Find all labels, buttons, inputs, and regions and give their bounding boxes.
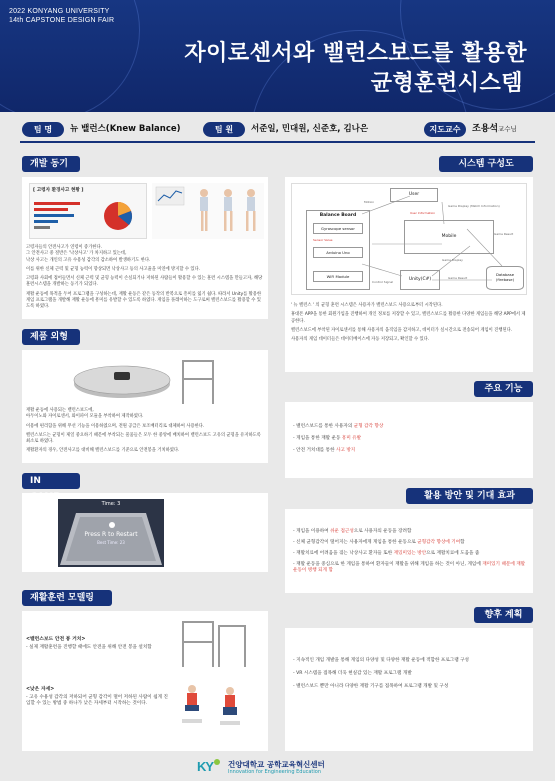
ky-logo [197, 759, 220, 774]
poster-title-line2: 균형훈련시스템 [370, 71, 523, 96]
application-text: 신체 균형감각이 떨어지는 사용자에게 게임을 통한 운동으로 [296, 540, 418, 545]
game-timer: Time: 3 [101, 501, 121, 507]
stats-charts [30, 194, 148, 240]
logo-letters: KY [197, 759, 214, 774]
member-label: 팀 원 [203, 122, 245, 137]
system-paragraph: 휴대폰 APP을 통한 회원가입을 진행하여 개인 정보를 저장할 수 있고, 밸런스보드를 활용한 다양한 게임들을 해당 APP에서 제공한다. [291, 312, 526, 324]
org-name-kr: 건양대학교 공학교육혁신센터 [228, 760, 325, 769]
professor-name: 조용석 [472, 124, 499, 134]
section-motivation: 개발 동기 [22, 156, 80, 172]
board-title: Balance Board [319, 213, 357, 218]
appearance-paragraph: 재활환자의 경우, 안전사고를 대비해 밸런스보드를 기준으로 안전봉을 거치하였다. [26, 448, 180, 454]
fair-year: 2022 KONYANG UNIVERSITY [9, 8, 110, 15]
edge-board-unity: Control Signal [372, 280, 394, 284]
motivation-paragraph: 그 안전사고 중 절반은 '낙상사고' 가 차지하고 있는데, [26, 251, 127, 257]
application-text: 함 [460, 540, 465, 545]
feature-item: - 밸런스보드를 통한 사용자의 균형 감각 향상 [293, 424, 384, 429]
edge-user-board: Motion [364, 200, 375, 204]
member-names: 서준일, 민대원, 신준호, 김나은 [251, 124, 369, 134]
application-text: 으로 재활치료에 도움을 줌 [426, 551, 480, 556]
section-applications: 활용 방안 및 기대 효과 [406, 488, 533, 504]
feature-item: - 게임을 통한 재활 운동 흥미 유발 [293, 436, 362, 441]
future-text: VR 시스템을 접목해 더욱 현실감 있는 재활 프로그램 개발 [296, 671, 412, 676]
application-item: - 신체 균형감각이 떨어지는 사용자에게 게임을 통한 운동으로 균형감각 향상에 기여함 [293, 540, 465, 545]
modeling-item1-title: <밸런스보드 안전 봉 거치> [26, 637, 86, 642]
architecture-diagram [291, 183, 527, 295]
edge-sensor-value: Sensor Value [313, 238, 333, 242]
modeling-panel [22, 611, 268, 751]
poster-header [0, 0, 555, 112]
application-highlight: 재밌미있는 방안 [393, 551, 427, 556]
motivation-paragraph: 고령화 사회에 접어들면서 신체 근력 및 균형 능력이 손실되거나 저하된 사람들이 활용할 수 있는 훈련 시스템을 만들고자, 해당 훈련시스템을 개발하는 동기가 되었다. [26, 276, 263, 288]
motivation-text [26, 245, 264, 314]
section-appearance: 제품 외형 [22, 329, 80, 345]
posture-illustration [152, 183, 264, 239]
application-item: - 게임을 이용하여 쉬운 접근성으로 사용자의 운동을 장려함 [293, 529, 412, 534]
feature-text: 밸런스보드를 통한 사용자의 [296, 424, 354, 429]
feature-item: - 안전 거치대를 통한 사고 방지 [293, 448, 356, 453]
application-text: 재활치료에 어려움을 겪는 낙상사고 환자들 또한 [296, 551, 394, 556]
walking-figures-image [152, 183, 264, 239]
node-database: Database (firebase) [486, 266, 524, 290]
section-future: 향후 계획 [474, 607, 533, 623]
future-panel [285, 628, 533, 751]
future-item: - 지속적인 개임 개발을 통해 게임의 다양성 및 다양한 재활 운동에 적합한 프로그램 구성 [293, 658, 469, 663]
ingame-panel [22, 493, 268, 572]
appearance-paragraph: 이용에 편리함을 위해 무선 기능을 이용하였으며, 전원 공급은 보조배터리로 대체하여 사용한다. [26, 423, 205, 429]
applications-list [293, 529, 529, 574]
appearance-paragraph: 재활 운동에 사용되는 밸런스보드에, [26, 408, 94, 413]
motivation-paragraph: 낙상 사고는 개인의 고유 수용성 감각의 감소하여 발생하기도 한다. [26, 257, 151, 263]
appearance-paragraph: 밸런스보드는 균형이 제일 중요하기 때문에 부착되는 물품들은 모두 한 중앙에 배치하여 밸런스보드 고유의 균형을 유지하도록 최소로 하였다. [26, 432, 261, 445]
professor-label: 지도교수 [424, 122, 466, 137]
team-info-bar [0, 118, 555, 140]
future-text: 지속적인 개임 개발을 통해 게임의 다양성 및 다양한 재활 운동에 적합한 프로그램 구성 [296, 658, 469, 663]
application-highlight: 쉬운 접근성 [330, 529, 354, 534]
node-user: User [390, 188, 438, 202]
system-text [291, 303, 527, 346]
modeling-item2-body: 고유 수용성 감각의 저하되어 균형 감각이 떨어 저하된 사람이 쉽게 진입할 수 있는 방법 중 하나가 낮은 자세부터 시작하는 것이다. [26, 695, 168, 706]
application-item: - 재활 운동을 중심으로 한 게임을 통하여 환자들이 재활을 위해 게임을 하는 것이 아닌, 게임에 재미있기 때문에 재활 운동이 병행 되게 함 [293, 562, 526, 573]
section-system: 시스템 구성도 [439, 156, 533, 172]
feature-highlight: 사고 방지 [336, 448, 356, 453]
motivation-paragraph: 재활 운동에 목적을 두어 프로그램을 구성하는데, 재활 운동은 같은 동작의 반복으로 흥미를 잃기 쉽다. 따라서 Unity를 활용한 게임 프로그램을 개발해 재활 운동에 흥미를 유발할 수 있도록 하였다. 게임을 플레이하는 도구로써 밸런스보드를 활용할 수 있도록 하였다. [26, 291, 262, 310]
system-paragraph: 사용자의 게임 데이터들은 데이터베이스에 자동 저장되고, 확인할 수 있다. [291, 337, 430, 343]
system-panel [285, 177, 533, 372]
modeling-item2-text: - 고유 수용성 감각의 저하되어 균형 감각이 떨어 저하된 사람이 쉽게 진입할 수 있는 방법 중 하나가 낮은 자세부터 시작하는 것이다. [26, 695, 168, 706]
appearance-paragraph: 아두이노와 자이로센서, 와이파이 모듈을 부착하여 제작하였다. [26, 414, 144, 420]
motivation-paragraph: 이를 위한 신체 근력 및 균형 능력이 향상되면 낙상사고 등의 사고율을 미연에 방지할 수 있다. [26, 266, 201, 272]
edge-user-info: User Information [410, 211, 436, 215]
modeling-item1-body: 실제 재활훈련을 진행할 때에도 안전을 위해 안전 봉을 설치함 [29, 645, 152, 650]
system-paragraph: 밸런스보드에 부착된 자이로센서를 통해 사용자의 움직임을 감지하고, 데이터가 실시간으로 전송되어 게임이 진행된다. [291, 327, 513, 333]
appearance-text [26, 408, 264, 458]
poster-title-line1: 자이로센서와 밸런스보드를 활용한 [184, 41, 527, 66]
application-text: 재활 운동을 중심으로 한 게임을 통하여 환자들이 재활을 위해 게임을 하는 것이 아닌, 게임에 [296, 562, 483, 567]
divider [20, 141, 535, 143]
team-label: 팀 명 [22, 122, 64, 137]
edge-mobile-db: Game Result [494, 232, 514, 236]
professor-suffix: 교수님 [498, 125, 517, 133]
accident-stats-figure [29, 183, 147, 239]
application-text: 게임을 이용하여 [296, 529, 331, 534]
application-highlight: 재미있기 때문에 재활 운동이 병행 되게 함 [293, 562, 526, 573]
application-text: 으로 사용자의 운동을 장려함 [353, 529, 412, 534]
walker-photo [172, 617, 252, 669]
feature-text: 게임을 통한 재활 운동 [296, 436, 342, 441]
applications-panel [285, 509, 533, 593]
future-list [293, 658, 529, 690]
fair-name: 14th CAPSTONE DESIGN FAIR [9, 17, 115, 24]
motivation-panel [22, 177, 268, 319]
feature-text: 안전 거치대를 통한 [296, 448, 337, 453]
edge-unity-mobile: Game Display [442, 258, 463, 262]
modeling-item1-text: - 실제 재활훈련을 진행할 때에도 안전을 위해 안전 봉을 설치함 [26, 645, 152, 650]
node-mobile: Mobile [404, 220, 494, 254]
features-list [293, 424, 383, 454]
team-name: 뉴 밸런스(Knew Balance) [70, 124, 181, 134]
org-name-en: Innovation for Engineering Education [228, 769, 322, 775]
node-unity: Unity(C#) [400, 270, 440, 290]
modeling-item2-title: <낮은 자세> [26, 687, 55, 692]
motivation-paragraph: 고령자들의 안전사고가 연령이 증가한다. [26, 245, 103, 250]
application-item: - 재활치료에 어려움을 겪는 낙상사고 환자들 또한 재밌미있는 방안으로 재활치료에 도움을 줌 [293, 551, 480, 556]
node-arduino: Arduino Uno [313, 247, 363, 258]
application-highlight: 균형감각 향상에 기여 [417, 540, 461, 545]
node-gyro: Gyroscope sensor [313, 223, 363, 234]
squat-figures-image [172, 681, 252, 731]
feature-highlight: 균형 감각 향상 [353, 424, 384, 429]
edge-unity-db: Game Result [448, 276, 468, 280]
node-wifi: WiFi Module [313, 271, 363, 282]
system-paragraph: ' 뉴 밸런스 ' 의 균형 훈련 시스템은 사용자가 밸런스보드 사용으로부터 시작된다. [291, 303, 443, 308]
logo-dot [214, 759, 220, 765]
features-panel [285, 402, 533, 478]
best-time: Best Time: 23 [97, 540, 125, 545]
section-ingame: IN [22, 473, 80, 489]
restart-prompt: Press R to Restart [84, 531, 138, 538]
edge-user-mobile: Game Display (Match Information) [448, 204, 500, 208]
future-text: 밸런스보드 뿐만 아니라 다양한 재활 기구를 접목하여 프로그램 개발 및 구성 [296, 684, 449, 689]
node-balance-board [306, 210, 370, 290]
feature-highlight: 흥미 유발 [341, 436, 362, 441]
section-features: 주요 기능 [474, 381, 533, 397]
stats-heading: [ 고령자 환경사고 현황 ] [33, 188, 84, 193]
future-item: - VR 시스템을 접목해 더욱 현실감 있는 재활 프로그램 개발 [293, 671, 412, 676]
section-modeling: 재활훈련 모델링 [22, 590, 112, 606]
balance-board-photo [52, 352, 252, 408]
future-item: - 밸런스보드 뿐만 아니라 다양한 재활 기구를 접목하여 프로그램 개발 및 구성 [293, 684, 449, 689]
appearance-panel [22, 350, 268, 463]
game-screenshot [58, 499, 164, 567]
poster-footer [0, 757, 555, 781]
